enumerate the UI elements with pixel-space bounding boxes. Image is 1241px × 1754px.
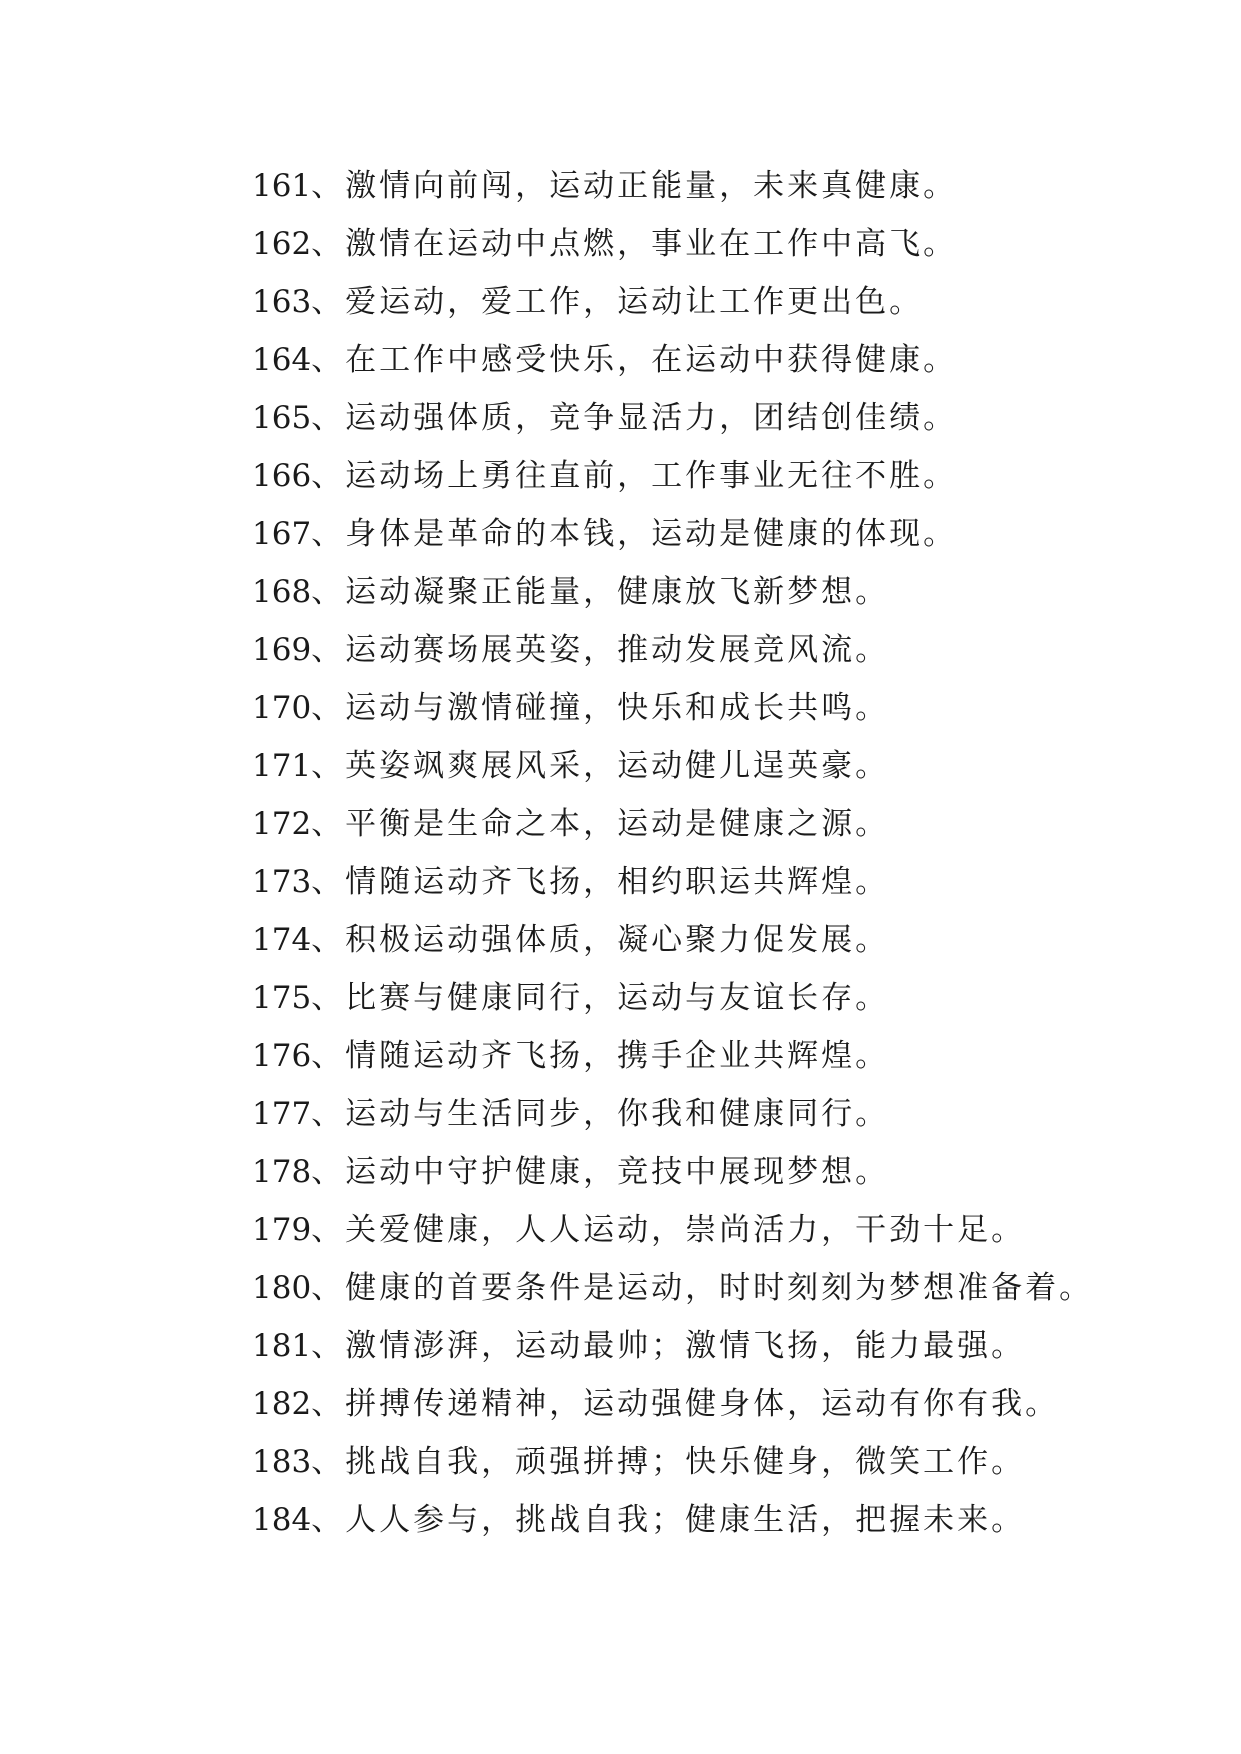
- slogan-text: 、情随运动齐飞扬，携手企业共辉煌。: [311, 1038, 890, 1074]
- slogan-item: [252, 1259, 1093, 1317]
- slogan-item: [252, 1491, 1093, 1549]
- slogan-item: [252, 969, 1093, 1027]
- slogan-item: [252, 1375, 1093, 1433]
- slogan-item: [252, 563, 1093, 621]
- slogan-text: 、身体是革命的本钱，运动是健康的体现。: [311, 516, 958, 552]
- slogan-text: 、激情向前闯，运动正能量，未来真健康。: [311, 168, 958, 204]
- slogan-number: 165: [252, 400, 312, 436]
- slogan-item: [252, 679, 1093, 737]
- slogan-item: [252, 1143, 1093, 1201]
- slogan-text: 、挑战自我，顽强拼搏；快乐健身，微笑工作。: [311, 1444, 1026, 1480]
- slogan-number: 183: [252, 1444, 312, 1480]
- slogan-item: [252, 795, 1093, 853]
- slogan-number: 168: [252, 574, 312, 610]
- slogan-number: 172: [252, 806, 312, 842]
- slogan-number: 184: [252, 1502, 312, 1538]
- slogan-text: 、比赛与健康同行，运动与友谊长存。: [311, 980, 890, 1016]
- slogan-number: 176: [252, 1038, 312, 1074]
- slogan-number: 170: [252, 690, 312, 726]
- slogan-text: 、积极运动强体质，凝心聚力促发展。: [311, 922, 890, 958]
- slogan-text: 、运动凝聚正能量，健康放飞新梦想。: [311, 574, 890, 610]
- slogan-number: 171: [252, 748, 312, 784]
- slogan-list: [252, 157, 1093, 1549]
- slogan-item: [252, 1027, 1093, 1085]
- slogan-text: 、在工作中感受快乐，在运动中获得健康。: [311, 342, 958, 378]
- slogan-text: 、人人参与，挑战自我；健康生活，把握未来。: [311, 1502, 1026, 1538]
- slogan-number: 175: [252, 980, 312, 1016]
- slogan-item: [252, 853, 1093, 911]
- slogan-number: 181: [252, 1328, 312, 1364]
- slogan-item: [252, 273, 1093, 331]
- slogan-number: 163: [252, 284, 312, 320]
- slogan-text: 、激情在运动中点燃，事业在工作中高飞。: [311, 226, 958, 262]
- slogan-text: 、情随运动齐飞扬，相约职运共辉煌。: [311, 864, 890, 900]
- slogan-number: 180: [252, 1270, 312, 1306]
- slogan-text: 、平衡是生命之本，运动是健康之源。: [311, 806, 890, 842]
- slogan-text: 、激情澎湃，运动最帅；激情飞扬，能力最强。: [311, 1328, 1026, 1364]
- slogan-number: 169: [252, 632, 312, 668]
- slogan-text: 、运动场上勇往直前，工作事业无往不胜。: [311, 458, 958, 494]
- slogan-item: [252, 621, 1093, 679]
- slogan-item: [252, 1317, 1093, 1375]
- slogan-text: 、运动与生活同步，你我和健康同行。: [311, 1096, 890, 1132]
- slogan-item: [252, 389, 1093, 447]
- slogan-text: 、健康的首要条件是运动，时时刻刻为梦想准备着。: [311, 1270, 1094, 1306]
- slogan-text: 、拼搏传递精神，运动强健身体，运动有你有我。: [311, 1386, 1060, 1422]
- slogan-item: [252, 157, 1093, 215]
- slogan-item: [252, 505, 1093, 563]
- slogan-text: 、运动中守护健康，竞技中展现梦想。: [311, 1154, 890, 1190]
- slogan-item: [252, 1085, 1093, 1143]
- slogan-number: 179: [252, 1212, 312, 1248]
- slogan-item: [252, 911, 1093, 969]
- slogan-number: 162: [252, 226, 312, 262]
- slogan-number: 182: [252, 1386, 312, 1422]
- slogan-text: 、英姿飒爽展风采，运动健儿逞英豪。: [311, 748, 890, 784]
- slogan-number: 161: [252, 168, 312, 204]
- slogan-number: 166: [252, 458, 312, 494]
- slogan-number: 177: [252, 1096, 312, 1132]
- slogan-number: 164: [252, 342, 312, 378]
- slogan-number: 174: [252, 922, 312, 958]
- slogan-item: [252, 737, 1093, 795]
- slogan-text: 、运动与激情碰撞，快乐和成长共鸣。: [311, 690, 890, 726]
- slogan-item: [252, 331, 1093, 389]
- slogan-text: 、关爱健康，人人运动，崇尚活力，干劲十足。: [311, 1212, 1026, 1248]
- slogan-text: 、爱运动，爱工作，运动让工作更出色。: [311, 284, 924, 320]
- slogan-item: [252, 1433, 1093, 1491]
- slogan-item: [252, 1201, 1093, 1259]
- slogan-number: 173: [252, 864, 312, 900]
- slogan-number: 167: [252, 516, 312, 552]
- slogan-item: [252, 447, 1093, 505]
- slogan-number: 178: [252, 1154, 312, 1190]
- slogan-text: 、运动赛场展英姿，推动发展竞风流。: [311, 632, 890, 668]
- slogan-item: [252, 215, 1093, 273]
- slogan-text: 、运动强体质，竞争显活力，团结创佳绩。: [311, 400, 958, 436]
